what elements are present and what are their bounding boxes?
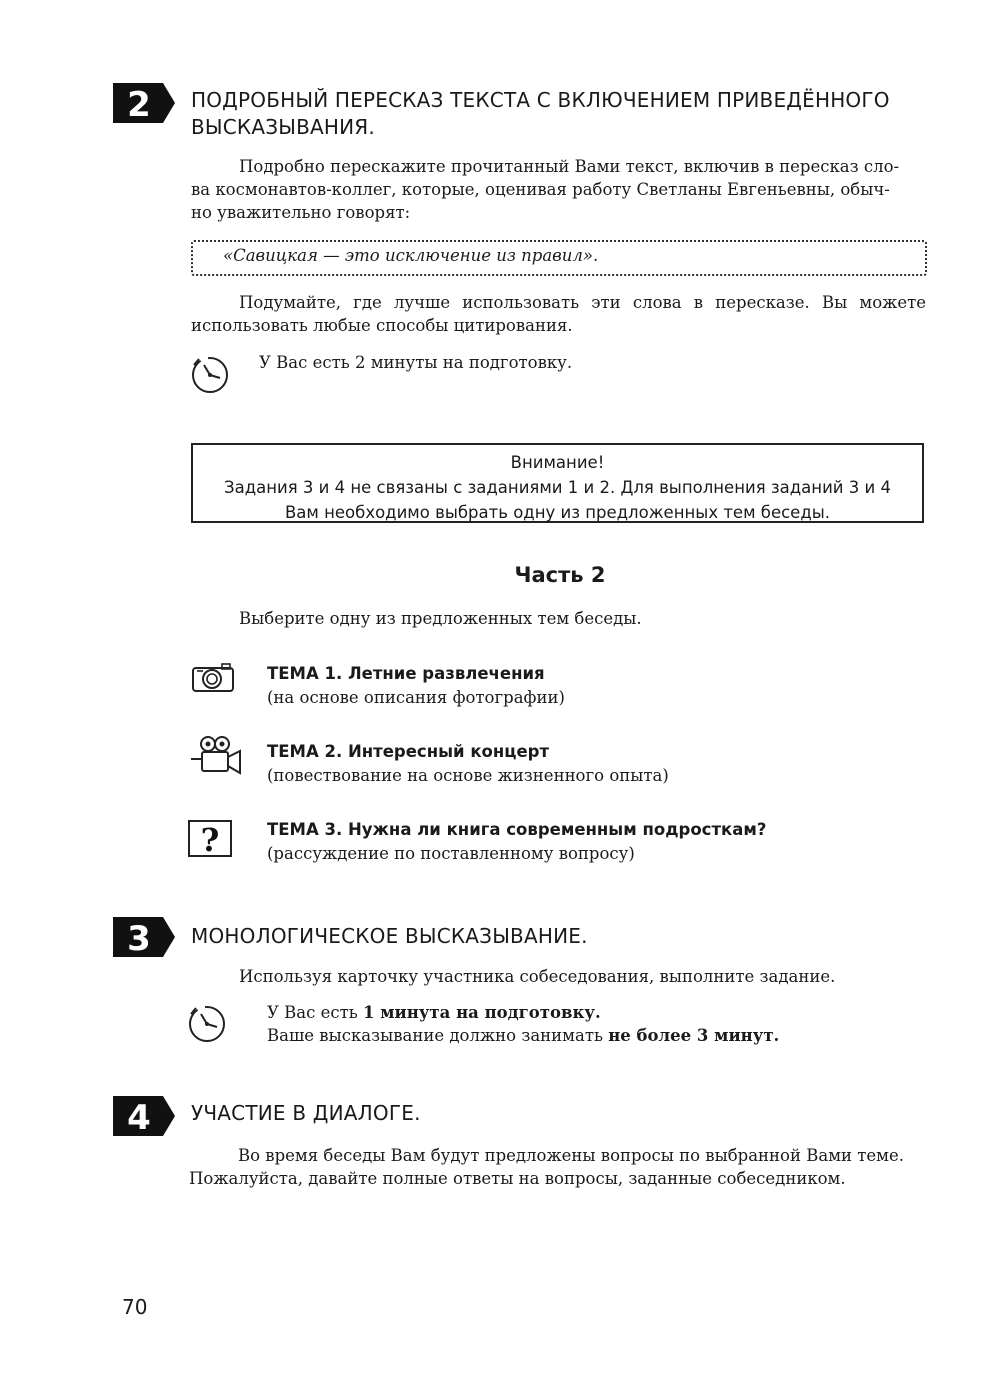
notice-line-2: Вам необходимо выбрать одну из предложенных тем беседы. (284, 503, 831, 522)
task-3-timer-line (267, 1001, 779, 1024)
task-2-instruction-line-3: но уважительно говорят: (191, 203, 411, 222)
notice-line-1: Задания 3 и 4 не связаны с заданиями 1 и 2. Для выполнения заданий 3 и 4 (224, 478, 891, 497)
task-2-hint-line-1: Подумайте, где лучше использовать эти слова в пересказе. Вы можете (239, 293, 926, 312)
movie-camera-icon (190, 735, 242, 779)
topic-2 (267, 740, 669, 788)
topic-3-title: ТЕМА 3. Нужна ли книга современным подросткам? (267, 820, 767, 839)
quote-text: «Савицкая — это исключение из правил». (223, 246, 599, 265)
camera-icon (192, 663, 236, 697)
topic-3-subtitle: (рассуждение по поставленному вопросу) (267, 844, 635, 863)
task-3-limit-bold: не более 3 минут. (608, 1026, 780, 1045)
task-2-instruction (191, 155, 926, 224)
task-4-number: 4 (127, 1098, 151, 1136)
task-4-text (189, 1144, 924, 1190)
task-4-heading: УЧАСТИЕ В ДИАЛОГЕ. (191, 1101, 421, 1125)
notice-box (191, 443, 924, 523)
stopwatch-icon (190, 353, 232, 399)
task-2-heading (191, 87, 890, 141)
topic-1-subtitle: (на основе описания фотографии) (267, 688, 565, 707)
task-2-timer-text: У Вас есть 2 минуты на подготовку. (259, 353, 573, 372)
task-3-limit-line (267, 1024, 779, 1047)
task-4-line-2: Пожалуйста, давайте полные ответы на вопросы, заданные собеседником. (189, 1169, 846, 1188)
task-3-timer-bold: 1 минута на подготовку. (362, 1003, 601, 1022)
task-3-number: 3 (127, 919, 151, 957)
quote-box (191, 240, 927, 276)
task-2-number: 2 (127, 85, 151, 123)
stopwatch-icon (187, 1002, 229, 1048)
task-3-badge (113, 917, 175, 957)
task-2-hint (191, 291, 926, 337)
task-2-badge (113, 83, 175, 123)
task-3-heading: МОНОЛОГИЧЕСКОЕ ВЫСКАЗЫВАНИЕ. (191, 924, 588, 948)
topic-1 (267, 662, 565, 710)
topic-1-title: ТЕМА 1. Летние развлечения (267, 664, 545, 683)
task-3-instruction: Используя карточку участника собеседования, выполните задание. (239, 967, 836, 986)
task-2-instruction-line-1: Подробно перескажите прочитанный Вами текст, включив в пересказ сло- (239, 157, 900, 176)
task-3-timer-prefix: У Вас есть (267, 1003, 363, 1022)
topic-2-subtitle: (повествование на основе жизненного опыта) (267, 766, 669, 785)
task-2-hint-line-2: использовать любые способы цитирования. (191, 316, 573, 335)
task-4-line-1: Во время беседы Вам будут предложены вопросы по выбранной Вами теме. (238, 1146, 905, 1165)
task-4-badge (113, 1096, 175, 1136)
task-2-heading-line-2: ВЫСКАЗЫВАНИЯ. (191, 115, 375, 139)
notice-title: Внимание! (510, 453, 605, 472)
page-number: 70 (122, 1295, 148, 1319)
task-3-timer (267, 1001, 779, 1047)
question-icon (188, 820, 233, 862)
task-2-heading-line-1: ПОДРОБНЫЙ ПЕРЕСКАЗ ТЕКСТА С ВКЛЮЧЕНИЕМ ПРИВЕДЁННОГО (191, 88, 890, 112)
topic-2-title: ТЕМА 2. Интересный концерт (267, 742, 550, 761)
part-2-intro: Выберите одну из предложенных тем беседы. (239, 609, 642, 628)
topic-3 (267, 818, 766, 866)
task-3-limit-prefix: Ваше высказывание должно занимать (267, 1026, 609, 1045)
part-2-title: Часть 2 (514, 563, 606, 587)
svg-text:?: ? (200, 821, 220, 858)
task-2-instruction-line-2: ва космонавтов-коллег, которые, оценивая работу Светланы Евгеньевны, обыч- (191, 180, 890, 199)
